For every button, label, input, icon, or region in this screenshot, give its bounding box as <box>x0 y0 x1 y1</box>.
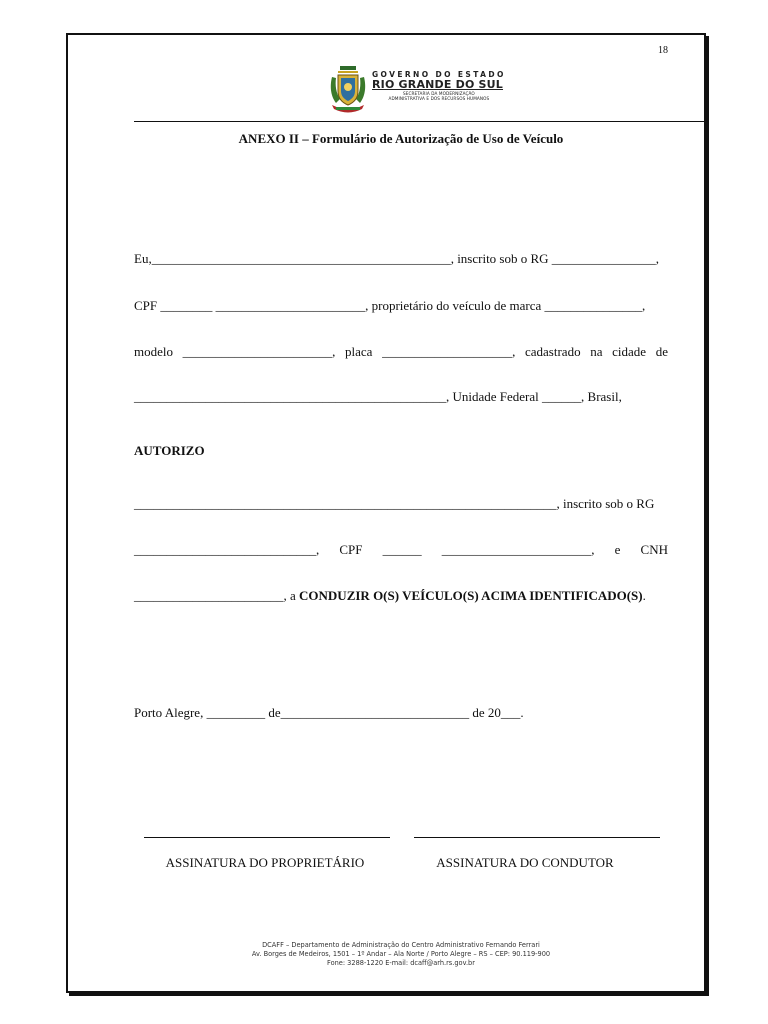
word-de: de <box>655 344 668 359</box>
form-line-authorization <box>134 588 668 604</box>
footer-line-2: Av. Borges de Medeiros, 1501 – 1º Andar – Ala Norte / Porto Alegre – RS – CEP: 90.119-900 <box>251 950 551 958</box>
word-modelo: modelo <box>134 344 173 359</box>
document-title: ANEXO II – Formulário de Autorização de Uso de Veículo <box>238 131 564 146</box>
blank-cnh: _______________________, a <box>134 588 300 603</box>
document-page <box>66 33 706 993</box>
autorizo-heading: AUTORIZO <box>134 443 205 458</box>
government-text-block <box>372 70 506 101</box>
word-cnh: CNH <box>640 542 668 557</box>
government-logo <box>326 63 506 117</box>
owner-signature-label: ASSINATURA DO PROPRIETÁRIO <box>165 855 365 870</box>
state-coat-of-arms-icon <box>326 63 370 115</box>
driver-signature-label: ASSINATURA DO CONDUTOR <box>436 855 614 870</box>
footer-line-1: DCAFF – Departamento de Administração do Centro Administrativo Fernando Ferrari <box>262 941 540 949</box>
word-na: na <box>590 344 603 359</box>
driver-signature-line <box>414 837 660 838</box>
page-number: 18 <box>658 45 668 56</box>
org-line-4: ADMINISTRATIVA E DOS RECURSOS HUMANOS <box>388 96 490 101</box>
word-cadastrado: cadastrado <box>524 344 581 359</box>
blank-plate: ____________________, <box>382 344 516 359</box>
org-line-1: GOVERNO DO ESTADO <box>372 70 506 79</box>
form-line-model-plate <box>134 344 668 360</box>
form-line-identity: Eu,______________________________________________, inscrito sob o RG ________________, <box>134 251 660 266</box>
form-line-cpf-brand: CPF ________ _______________________, proprietário do veículo de marca _______________, <box>134 298 646 313</box>
footer-line-3: Fone: 3288-1220 E-mail: dcaff@arh.rs.gov.br <box>327 959 475 967</box>
word-cidade: cidade <box>612 344 647 359</box>
blank-driver-rg: ____________________________, <box>134 542 320 557</box>
period: . <box>642 588 646 603</box>
header-divider <box>134 121 708 122</box>
blank-cpf-a: ______ <box>382 542 422 557</box>
form-line-driver-name: _________________________________________________________________, inscrito sob o RG <box>134 496 655 511</box>
form-line-city-state: ________________________________________________, Unidade Federal ______, Brasil, <box>134 389 622 404</box>
blank-cpf-b: _______________________, <box>441 542 595 557</box>
word-e: e <box>614 542 621 557</box>
footer <box>134 941 668 968</box>
blank-model: _______________________, <box>182 344 336 359</box>
word-cpf: CPF <box>339 542 363 557</box>
authorization-statement: CONDUZIR O(S) VEÍCULO(S) ACIMA IDENTIFICADO(S) <box>299 588 643 603</box>
org-line-2: RIO GRANDE DO SUL <box>372 78 504 91</box>
form-line-driver-docs <box>134 542 668 558</box>
owner-signature-line <box>144 837 390 838</box>
word-placa: placa <box>345 344 373 359</box>
date-line: Porto Alegre, _________ de_____________________________ de 20___. <box>134 705 524 720</box>
org-line-3: SECRETARIA DA MODERNIZAÇÃO <box>402 91 475 96</box>
